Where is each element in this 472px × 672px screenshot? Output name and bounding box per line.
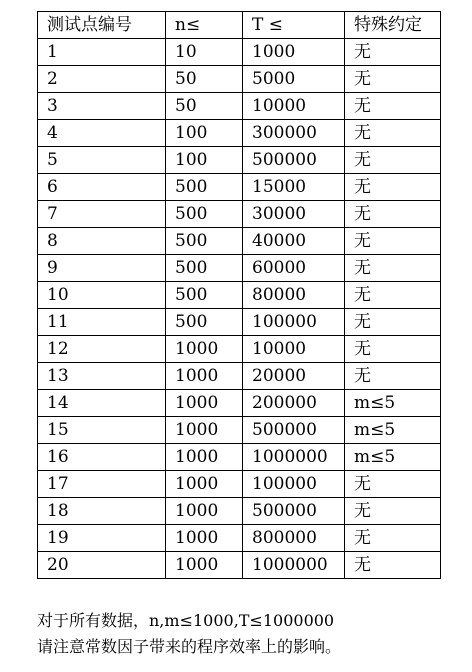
table-row (38, 39, 441, 66)
cell-special-constraint: 无 (345, 174, 441, 201)
table-row (38, 174, 441, 201)
cell-test-id: 7 (38, 201, 166, 228)
cell-special-constraint: 无 (345, 363, 441, 390)
cell-t-limit: 100000 (243, 309, 345, 336)
cell-t-limit: 10000 (243, 93, 345, 120)
efficiency-note: 请注意常数因子带来的程序效率上的影响。 (37, 637, 342, 656)
cell-n-limit: 1000 (166, 336, 243, 363)
header-test-id: 测试点编号 (38, 12, 166, 39)
table-row (38, 255, 441, 282)
cell-n-limit: 50 (166, 66, 243, 93)
cell-test-id: 12 (38, 336, 166, 363)
cell-test-id: 5 (38, 147, 166, 174)
cell-test-id: 4 (38, 120, 166, 147)
cell-t-limit: 15000 (243, 174, 345, 201)
table-row (38, 66, 441, 93)
cell-n-limit: 500 (166, 282, 243, 309)
cell-n-limit: 500 (166, 174, 243, 201)
cell-n-limit: 10 (166, 39, 243, 66)
table-header (38, 12, 441, 39)
cell-special-constraint: 无 (345, 255, 441, 282)
table-row (38, 444, 441, 471)
cell-t-limit: 1000000 (243, 552, 345, 579)
table-row (38, 471, 441, 498)
cell-special-constraint: 无 (345, 309, 441, 336)
cell-special-constraint: 无 (345, 201, 441, 228)
cell-test-id: 17 (38, 471, 166, 498)
cell-test-id: 10 (38, 282, 166, 309)
cell-t-limit: 30000 (243, 201, 345, 228)
cell-test-id: 6 (38, 174, 166, 201)
cell-t-limit: 300000 (243, 120, 345, 147)
table-row (38, 417, 441, 444)
table-row (38, 93, 441, 120)
cell-test-id: 1 (38, 39, 166, 66)
cell-test-id: 3 (38, 93, 166, 120)
cell-t-limit: 1000 (243, 39, 345, 66)
cell-n-limit: 1000 (166, 525, 243, 552)
cell-special-constraint: 无 (345, 147, 441, 174)
cell-n-limit: 500 (166, 201, 243, 228)
cell-n-limit: 500 (166, 228, 243, 255)
cell-test-id: 8 (38, 228, 166, 255)
cell-n-limit: 100 (166, 120, 243, 147)
cell-t-limit: 10000 (243, 336, 345, 363)
table-row (38, 147, 441, 174)
cell-test-id: 16 (38, 444, 166, 471)
cell-t-limit: 500000 (243, 417, 345, 444)
cell-test-id: 14 (38, 390, 166, 417)
table-row (38, 120, 441, 147)
cell-t-limit: 200000 (243, 390, 345, 417)
table-row (38, 282, 441, 309)
table-row (38, 336, 441, 363)
cell-n-limit: 1000 (166, 444, 243, 471)
cell-special-constraint: 无 (345, 39, 441, 66)
cell-t-limit: 500000 (243, 498, 345, 525)
cell-n-limit: 100 (166, 147, 243, 174)
table-row (38, 525, 441, 552)
cell-special-constraint: 无 (345, 228, 441, 255)
cell-n-limit: 1000 (166, 417, 243, 444)
cell-t-limit: 800000 (243, 525, 345, 552)
cell-n-limit: 1000 (166, 552, 243, 579)
cell-test-id: 9 (38, 255, 166, 282)
cell-t-limit: 80000 (243, 282, 345, 309)
header-row (38, 12, 441, 39)
table-row (38, 363, 441, 390)
table-row (38, 498, 441, 525)
cell-t-limit: 5000 (243, 66, 345, 93)
cell-t-limit: 500000 (243, 147, 345, 174)
cell-n-limit: 50 (166, 93, 243, 120)
cell-t-limit: 100000 (243, 471, 345, 498)
cell-special-constraint: 无 (345, 93, 441, 120)
table-row (38, 228, 441, 255)
cell-special-constraint: m≤5 (345, 417, 441, 444)
cell-special-constraint: 无 (345, 282, 441, 309)
header-t-limit: T ≤ (243, 12, 345, 39)
table-body (38, 39, 441, 579)
table-row (38, 390, 441, 417)
cell-special-constraint: 无 (345, 525, 441, 552)
header-n-limit: n≤ (166, 12, 243, 39)
cell-special-constraint: 无 (345, 471, 441, 498)
data-range-note: 对于所有数据，n,m≤1000,T≤1000000 (37, 611, 335, 630)
constraints-table-container (37, 11, 441, 579)
table-row (38, 201, 441, 228)
cell-test-id: 18 (38, 498, 166, 525)
constraints-table (37, 11, 441, 579)
cell-n-limit: 500 (166, 309, 243, 336)
cell-t-limit: 40000 (243, 228, 345, 255)
cell-t-limit: 60000 (243, 255, 345, 282)
cell-special-constraint: 无 (345, 552, 441, 579)
cell-special-constraint: 无 (345, 120, 441, 147)
cell-test-id: 2 (38, 66, 166, 93)
cell-special-constraint: m≤5 (345, 444, 441, 471)
cell-test-id: 20 (38, 552, 166, 579)
cell-t-limit: 1000000 (243, 444, 345, 471)
cell-special-constraint: m≤5 (345, 390, 441, 417)
cell-test-id: 19 (38, 525, 166, 552)
cell-n-limit: 500 (166, 255, 243, 282)
cell-special-constraint: 无 (345, 66, 441, 93)
cell-special-constraint: 无 (345, 498, 441, 525)
cell-test-id: 15 (38, 417, 166, 444)
cell-test-id: 11 (38, 309, 166, 336)
table-row (38, 552, 441, 579)
table-row (38, 309, 441, 336)
cell-n-limit: 1000 (166, 471, 243, 498)
cell-t-limit: 20000 (243, 363, 345, 390)
cell-n-limit: 1000 (166, 498, 243, 525)
cell-special-constraint: 无 (345, 336, 441, 363)
cell-n-limit: 1000 (166, 390, 243, 417)
cell-n-limit: 1000 (166, 363, 243, 390)
cell-test-id: 13 (38, 363, 166, 390)
header-special-constraint: 特殊约定 (345, 12, 441, 39)
